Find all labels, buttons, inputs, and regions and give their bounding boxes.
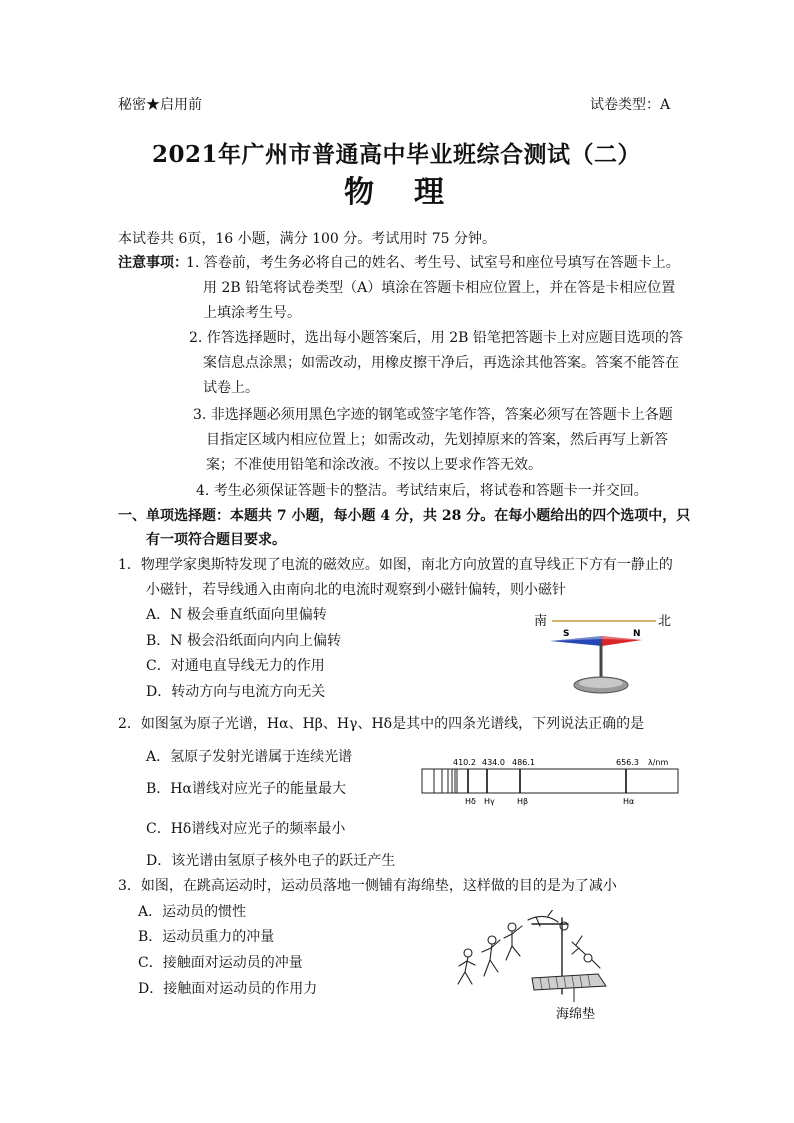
exam-intro: 本试卷共 6页，16 小题，满分 100 分。考试用时 75 分钟。 <box>118 231 496 247</box>
q1-option-b: B．N 极会沿纸面向内向上偏转 <box>146 633 341 649</box>
fig2-label-h-beta: Hβ <box>517 797 529 806</box>
paper-type: 试卷类型：A <box>590 97 671 113</box>
section-heading-line-1: 一、单项选择题：本题共 7 小题，每小题 4 分，共 28 分。在每小题给出的四个选项中，只 <box>118 508 691 524</box>
fig3-sponge-mat <box>532 974 606 990</box>
q1-stem-line-2: 小磁针，若导线通入由南向北的电流时观察到小磁针偏转，则小磁针 <box>146 582 566 598</box>
q2-option-a: A．氢原子发射光谱属于连续光谱 <box>146 749 353 765</box>
q3-option-b: B．运动员重力的冲量 <box>138 929 275 945</box>
fig2-label-h-alpha: Hα <box>623 797 635 806</box>
note-4-line-1: 4. 考生必须保证答题卡的整洁。考试结束后，将试卷和答题卡一并交回。 <box>196 483 648 499</box>
fig1-n-pole: N <box>633 629 641 639</box>
note-1-line-1: 1. 答卷前，考生务必将自己的姓名、考生号、试室号和座位号填写在答题卡上。 <box>186 255 680 271</box>
q2-spectrum-figure <box>420 753 680 811</box>
note-3-line-1: 3. 非选择题必须用黑色字迹的钢笔或签字笔作答，答案必须写在答题卡上各题 <box>193 407 673 423</box>
q3-high-jump-figure <box>448 910 618 1025</box>
note-2-line-2: 案信息点涂黑；如需改动，用橡皮擦干净后，再选涂其他答案。答案不能答在 <box>203 355 679 371</box>
fig2-wavelength-1: 410.2 <box>453 758 476 767</box>
fig1-s-pole: S <box>563 629 570 639</box>
q2-option-b: B．Hα谱线对应光子的能量最大 <box>146 781 346 797</box>
notes-label: 注意事项： <box>118 255 188 271</box>
fig3-caption: 海绵垫 <box>556 1007 596 1022</box>
q3-option-d: D．接触面对运动员的作用力 <box>138 981 318 997</box>
q3-option-c: C．接触面对运动员的冲量 <box>138 955 303 971</box>
fig2-wavelength-4: 656.3 <box>616 758 639 767</box>
fig2-wavelength-3: 486.1 <box>512 758 535 767</box>
subject-title: 物理 <box>344 175 484 210</box>
fig2-spectrum-band <box>422 769 678 793</box>
fig3-runner-head <box>464 949 472 957</box>
note-1-line-3: 上填涂考生号。 <box>203 305 301 321</box>
q2-stem: 2．如图氢为原子光谱，Hα、Hβ、Hγ、Hδ是其中的四条光谱线，下列说法正确的是 <box>118 716 645 732</box>
section-heading-line-2: 有一项符合题目要求。 <box>146 532 286 548</box>
fig2-unit: λ/nm <box>648 758 669 767</box>
note-3-line-3: 案；不准使用铅笔和涂改液。不按以上要求作答无效。 <box>206 457 542 473</box>
secret-label: 秘密★启用前 <box>118 97 202 113</box>
q1-compass-figure <box>530 608 680 698</box>
q1-option-a: A．N 极会垂直纸面向里偏转 <box>146 607 327 623</box>
exam-title: 2021年广州市普通高中毕业班综合测试（二） <box>152 141 642 168</box>
note-1-line-2: 用 2B 铅笔将试卷类型（A）填涂在答题卡相应位置上，并在答是卡相应位置 <box>203 280 676 296</box>
fig1-north-label: 北 <box>658 614 672 629</box>
fig3-runner-body <box>458 957 475 984</box>
note-3-line-2: 目指定区域内相应位置上；如需改动，先划掉原来的答案，然后再写上新答 <box>206 432 668 448</box>
q1-option-c: C．对通电直导线无力的作用 <box>146 658 325 674</box>
note-2-line-3: 试卷上。 <box>203 380 259 396</box>
q2-option-d: D．该光谱由氢原子核外电子的跃迁产生 <box>146 853 396 869</box>
q1-stem-line-1: 1．物理学家奥斯特发现了电流的磁效应。如图，南北方向放置的直导线正下方有一静止的 <box>118 557 673 573</box>
fig2-label-h-delta: Hδ <box>465 797 476 806</box>
q2-option-c: C．Hδ谱线对应光子的频率最小 <box>146 821 346 837</box>
note-2-line-1: 2. 作答选择题时，选出每小题答案后，用 2B 铅笔把答题卡上对应题目选项的答 <box>189 330 683 346</box>
fig1-south-label: 南 <box>534 614 548 629</box>
q1-option-d: D．转动方向与电流方向无关 <box>146 684 326 700</box>
fig2-label-h-gamma: Hγ <box>484 797 495 806</box>
fig2-wavelength-2: 434.0 <box>482 758 505 767</box>
q3-stem: 3．如图，在跳高运动时，运动员落地一侧铺有海绵垫，这样做的目的是为了减小 <box>118 878 617 894</box>
q3-option-a: A．运动员的惯性 <box>138 904 247 920</box>
